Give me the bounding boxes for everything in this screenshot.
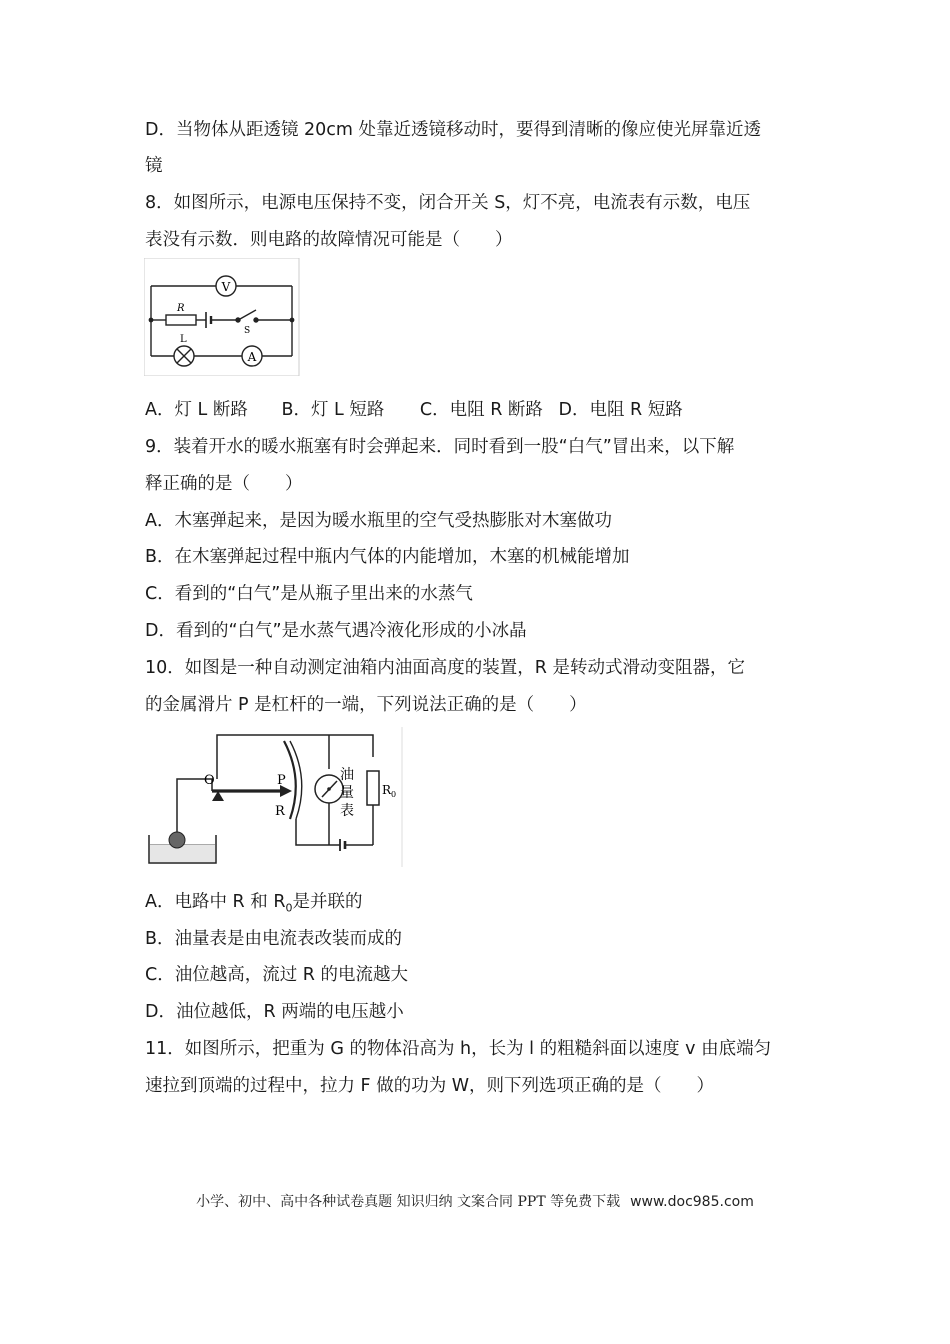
q8-option-d: D．电阻 R 短路 — [558, 400, 683, 420]
q8-lamp-label: L — [180, 334, 187, 345]
q8-figure-frame — [144, 258, 299, 376]
q9-option-b: B．在木塞弹起过程中瓶内气体的内能增加，木塞的机械能增加 — [145, 547, 630, 567]
q8-stem-line2: 表没有示数．则电路的故障情况可能是（ ） — [145, 230, 513, 250]
q9-option-a: A．木塞弹起来，是因为暖水瓶里的空气受热膨胀对木塞做功 — [145, 511, 612, 531]
page-footer — [0, 1191, 950, 1211]
q8-switch-label: S — [244, 326, 251, 336]
q10-pivot-label: O — [204, 773, 215, 788]
q10-gauge-label-2: 量 — [340, 785, 354, 801]
q11-stem-line2: 速拉到顶端的过程中，拉力 F 做的功为 W，则下列选项正确的是（ ） — [145, 1076, 715, 1096]
q8-voltmeter-label: V — [221, 280, 231, 294]
q8-stem-line1: 8．如图所示，电源电压保持不变，闭合开关 S，灯不亮，电流表有示数，电压 — [145, 193, 751, 213]
footer-url[interactable]: www.doc985.com — [630, 1194, 754, 1210]
q10-float-ball — [169, 832, 185, 848]
q10-option-a: A．电路中 R 和 $R_0$是并联的 — [145, 892, 363, 915]
q10-stem-line1: 10．如图是一种自动测定油箱内油面高度的装置，R 是转动式滑动变阻器，它 — [145, 658, 745, 678]
q8-option-a: A．灯 L 断路 — [145, 400, 248, 420]
q8-circuit-figure — [144, 258, 304, 376]
q7-option-d-line1: D．当物体从距透镜 20cm 处靠近透镜移动时，要得到清晰的像应使光屏靠近透 — [145, 120, 762, 140]
q10-option-c: C．油位越高，流过 R 的电流越大 — [145, 965, 409, 985]
q8-resistor-label: R — [177, 303, 185, 314]
q8-options — [145, 398, 683, 422]
q10-option-d: D．油位越低，R 两端的电压越小 — [145, 1002, 404, 1022]
footer-text: 小学、初中、高中各种试卷真题 知识归纳 文案合同 PPT 等免费下载 — [196, 1194, 621, 1210]
q9-stem-line1: 9．装着开水的暖水瓶塞有时会弹起来．同时看到一股“白气”冒出来，以下解 — [145, 437, 735, 457]
q9-option-d: D．看到的“白气”是水蒸气遇冷液化形成的小冰晶 — [145, 621, 527, 641]
q10-r0-resistor — [367, 771, 379, 805]
q11-stem-line1: 11．如图所示，把重为 G 的物体沿高为 h，长为 l 的粗糙斜面以速度 v 由底端匀 — [145, 1039, 772, 1059]
q8-option-b: B．灯 L 短路 — [281, 400, 385, 420]
q10-stem-line2: 的金属滑片 P 是杠杆的一端，下列说法正确的是（ ） — [145, 695, 587, 715]
q7-option-d-line2: 镜 — [145, 156, 163, 176]
q9-stem-line2: 释正确的是（ ） — [145, 474, 303, 494]
q10-rheostat-label: R — [275, 804, 285, 819]
q10-rheostat — [284, 741, 296, 819]
q10-oil-gauge-figure — [144, 727, 406, 869]
q9-option-c: C．看到的“白气”是从瓶子里出来的水蒸气 — [145, 584, 473, 604]
q10-r0-label: $R_0$ — [382, 783, 397, 799]
q8-option-c: C．电阻 R 断路 — [419, 400, 543, 420]
q10-option-b: B．油量表是由电流表改装而成的 — [145, 929, 403, 949]
q8-switch — [240, 310, 256, 319]
q8-resistor — [166, 315, 196, 325]
q8-ammeter-label: A — [247, 350, 257, 364]
q10-slider-label: P — [277, 773, 286, 788]
q10-gauge-label-3: 表 — [340, 803, 354, 819]
q10-gauge-label-1: 油 — [340, 767, 354, 783]
